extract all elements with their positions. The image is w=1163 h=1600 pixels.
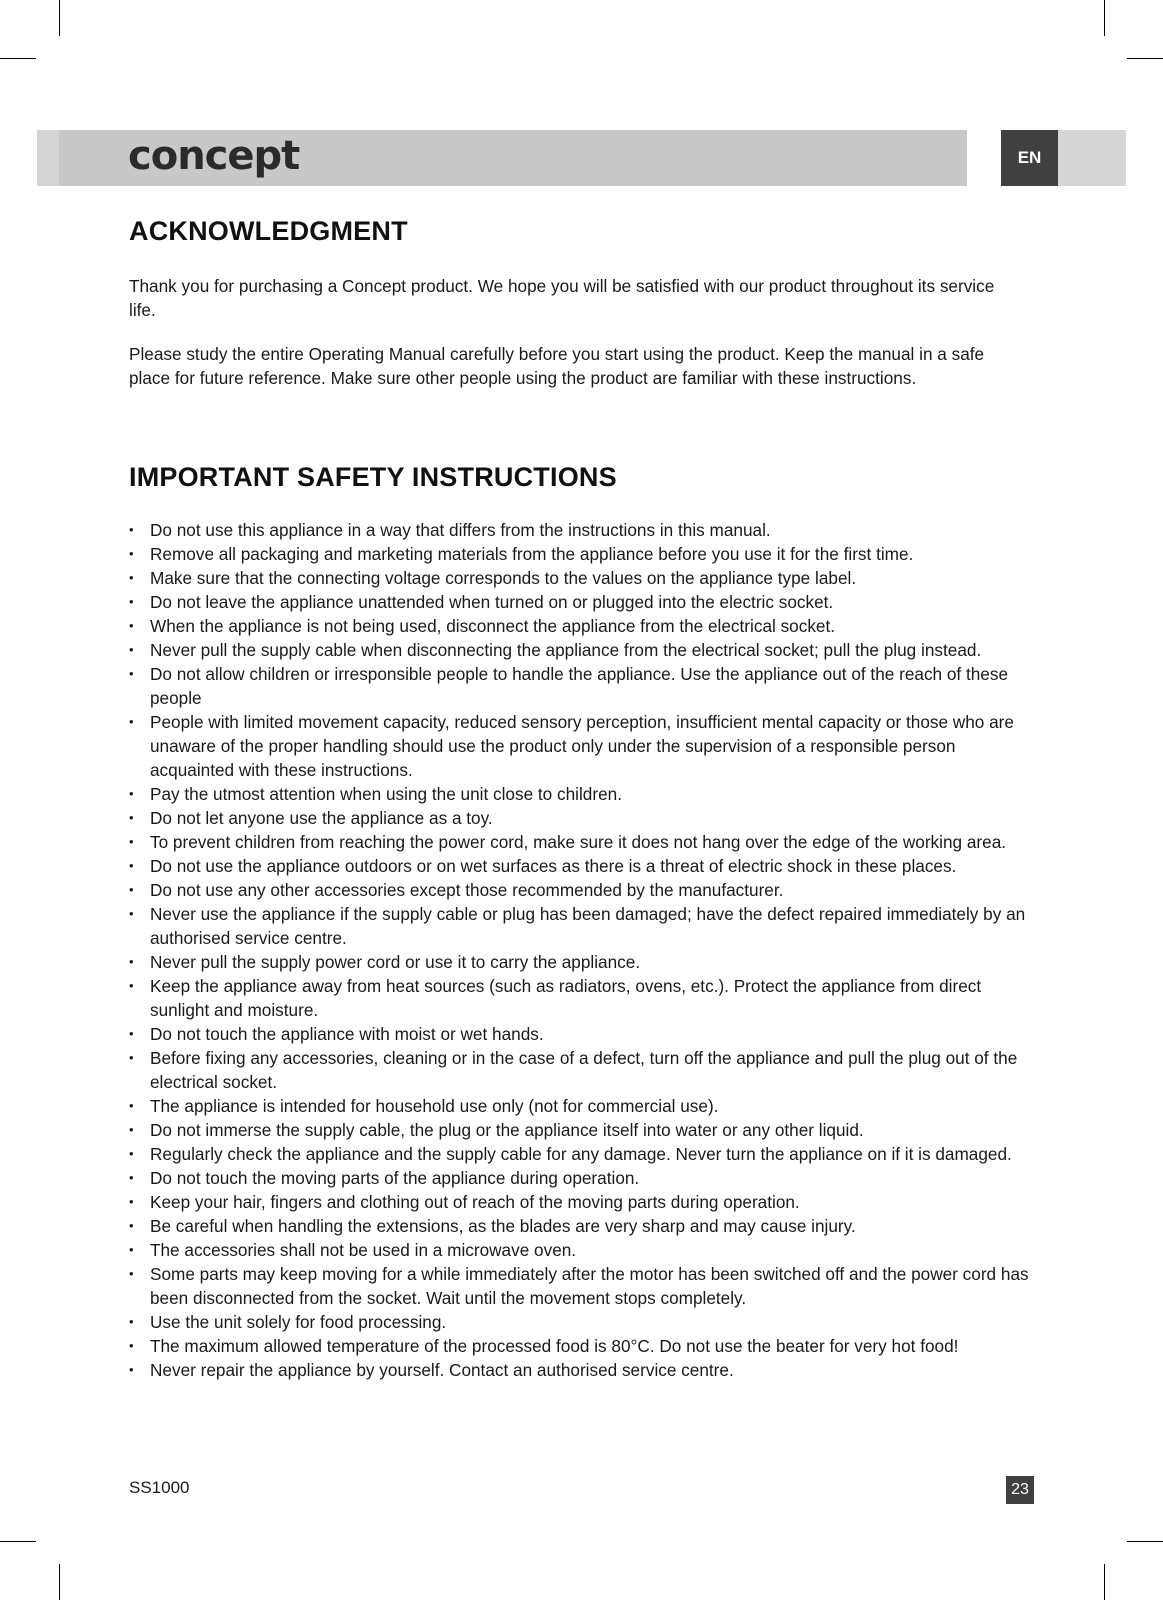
safety-item: • Do not use any other accessories except those recommended by the manufacturer. [129, 878, 1034, 902]
safety-item: • Do not let anyone use the appliance as a toy. [129, 806, 1034, 830]
header-bar-left [37, 130, 59, 186]
safety-list [129, 518, 1034, 1382]
safety-item: • Do not immerse the supply cable, the plug or the appliance itself into water or any other liquid. [129, 1118, 1034, 1142]
crop-mark [1127, 58, 1163, 59]
model-number: SS1000 [129, 1478, 190, 1497]
page-number: 23 [1006, 1476, 1034, 1504]
safety-item: • Remove all packaging and marketing materials from the appliance before you use it for the first time. [129, 542, 1034, 566]
safety-item: • When the appliance is not being used, disconnect the appliance from the electrical socket. [129, 614, 1034, 638]
safety-item: • Never use the appliance if the supply cable or plug has been damaged; have the defect repaired immediately by an authorised service centre. [129, 902, 1034, 950]
language-badge: EN [1001, 130, 1058, 186]
safety-item: • Use the unit solely for food processing. [129, 1310, 1034, 1334]
crop-mark [1127, 1541, 1163, 1542]
safety-item: • Keep your hair, fingers and clothing out of reach of the moving parts during operation. [129, 1190, 1034, 1214]
crop-mark [1104, 0, 1105, 36]
safety-item: • To prevent children from reaching the power cord, make sure it does not hang over the edge of the working area. [129, 830, 1034, 854]
safety-item: • Pay the utmost attention when using the unit close to children. [129, 782, 1034, 806]
safety-title: IMPORTANT SAFETY INSTRUCTIONS [129, 462, 617, 492]
safety-item: • Do not leave the appliance unattended when turned on or plugged into the electric socket. [129, 590, 1034, 614]
safety-item: • Make sure that the connecting voltage corresponds to the values on the appliance type label. [129, 566, 1034, 590]
brand-logo: concept [128, 133, 300, 179]
acknowledgment-paragraph: Thank you for purchasing a Concept product. We hope you will be satisfied with our product throughout its service life. [129, 276, 995, 320]
safety-item: • Regularly check the appliance and the supply cable for any damage. Never turn the appliance on if it is damaged. [129, 1142, 1034, 1166]
acknowledgment-title: ACKNOWLEDGMENT [129, 216, 408, 246]
crop-mark [0, 1541, 36, 1542]
safety-item: • Do not touch the appliance with moist or wet hands. [129, 1022, 1034, 1046]
safety-item: • Be careful when handling the extensions, as the blades are very sharp and may cause injury. [129, 1214, 1034, 1238]
safety-item: • Never pull the supply cable when disconnecting the appliance from the electrical socket; pull the plug instead. [129, 638, 1034, 662]
crop-mark [0, 58, 36, 59]
safety-item: • Do not use the appliance outdoors or on wet surfaces as there is a threat of electric shock in these places. [129, 854, 1034, 878]
safety-item: • Keep the appliance away from heat sources (such as radiators, ovens, etc.). Protect the appliance from direct sunlight and moisture. [129, 974, 1034, 1022]
safety-item: • The accessories shall not be used in a microwave oven. [129, 1238, 1034, 1262]
safety-item: • The appliance is intended for household use only (not for commercial use). [129, 1094, 1034, 1118]
safety-item: • Do not use this appliance in a way that differs from the instructions in this manual. [129, 518, 1034, 542]
safety-item: • People with limited movement capacity, reduced sensory perception, insufficient mental capacity or those who are unaware of the proper handling should use the product only under the supervision of a responsible person acquainted with these instructions. [129, 710, 1034, 782]
safety-item: • Do not touch the moving parts of the appliance during operation. [129, 1166, 1034, 1190]
safety-item: • Never repair the appliance by yourself. Contact an authorised service centre. [129, 1358, 1034, 1382]
crop-mark [59, 1564, 60, 1600]
crop-mark [1104, 1564, 1105, 1600]
safety-item: • Never pull the supply power cord or use it to carry the appliance. [129, 950, 1034, 974]
safety-item: • The maximum allowed temperature of the processed food is 80°C. Do not use the beater for very hot food! [129, 1334, 1034, 1358]
safety-item: • Some parts may keep moving for a while immediately after the motor has been switched off and the power cord has been disconnected from the socket. Wait until the movement stops completely. [129, 1262, 1034, 1310]
crop-mark [59, 0, 60, 36]
safety-item: • Before fixing any accessories, cleaning or in the case of a defect, turn off the appliance and pull the plug out of the electrical socket. [129, 1046, 1034, 1094]
safety-item: • Do not allow children or irresponsible people to handle the appliance. Use the appliance out of the reach of these people [129, 662, 1034, 710]
acknowledgment-paragraph: Please study the entire Operating Manual carefully before you start using the product. Keep the manual in a safe place for future reference. Make sure other people using the product are familiar with these instructions. [129, 344, 985, 388]
